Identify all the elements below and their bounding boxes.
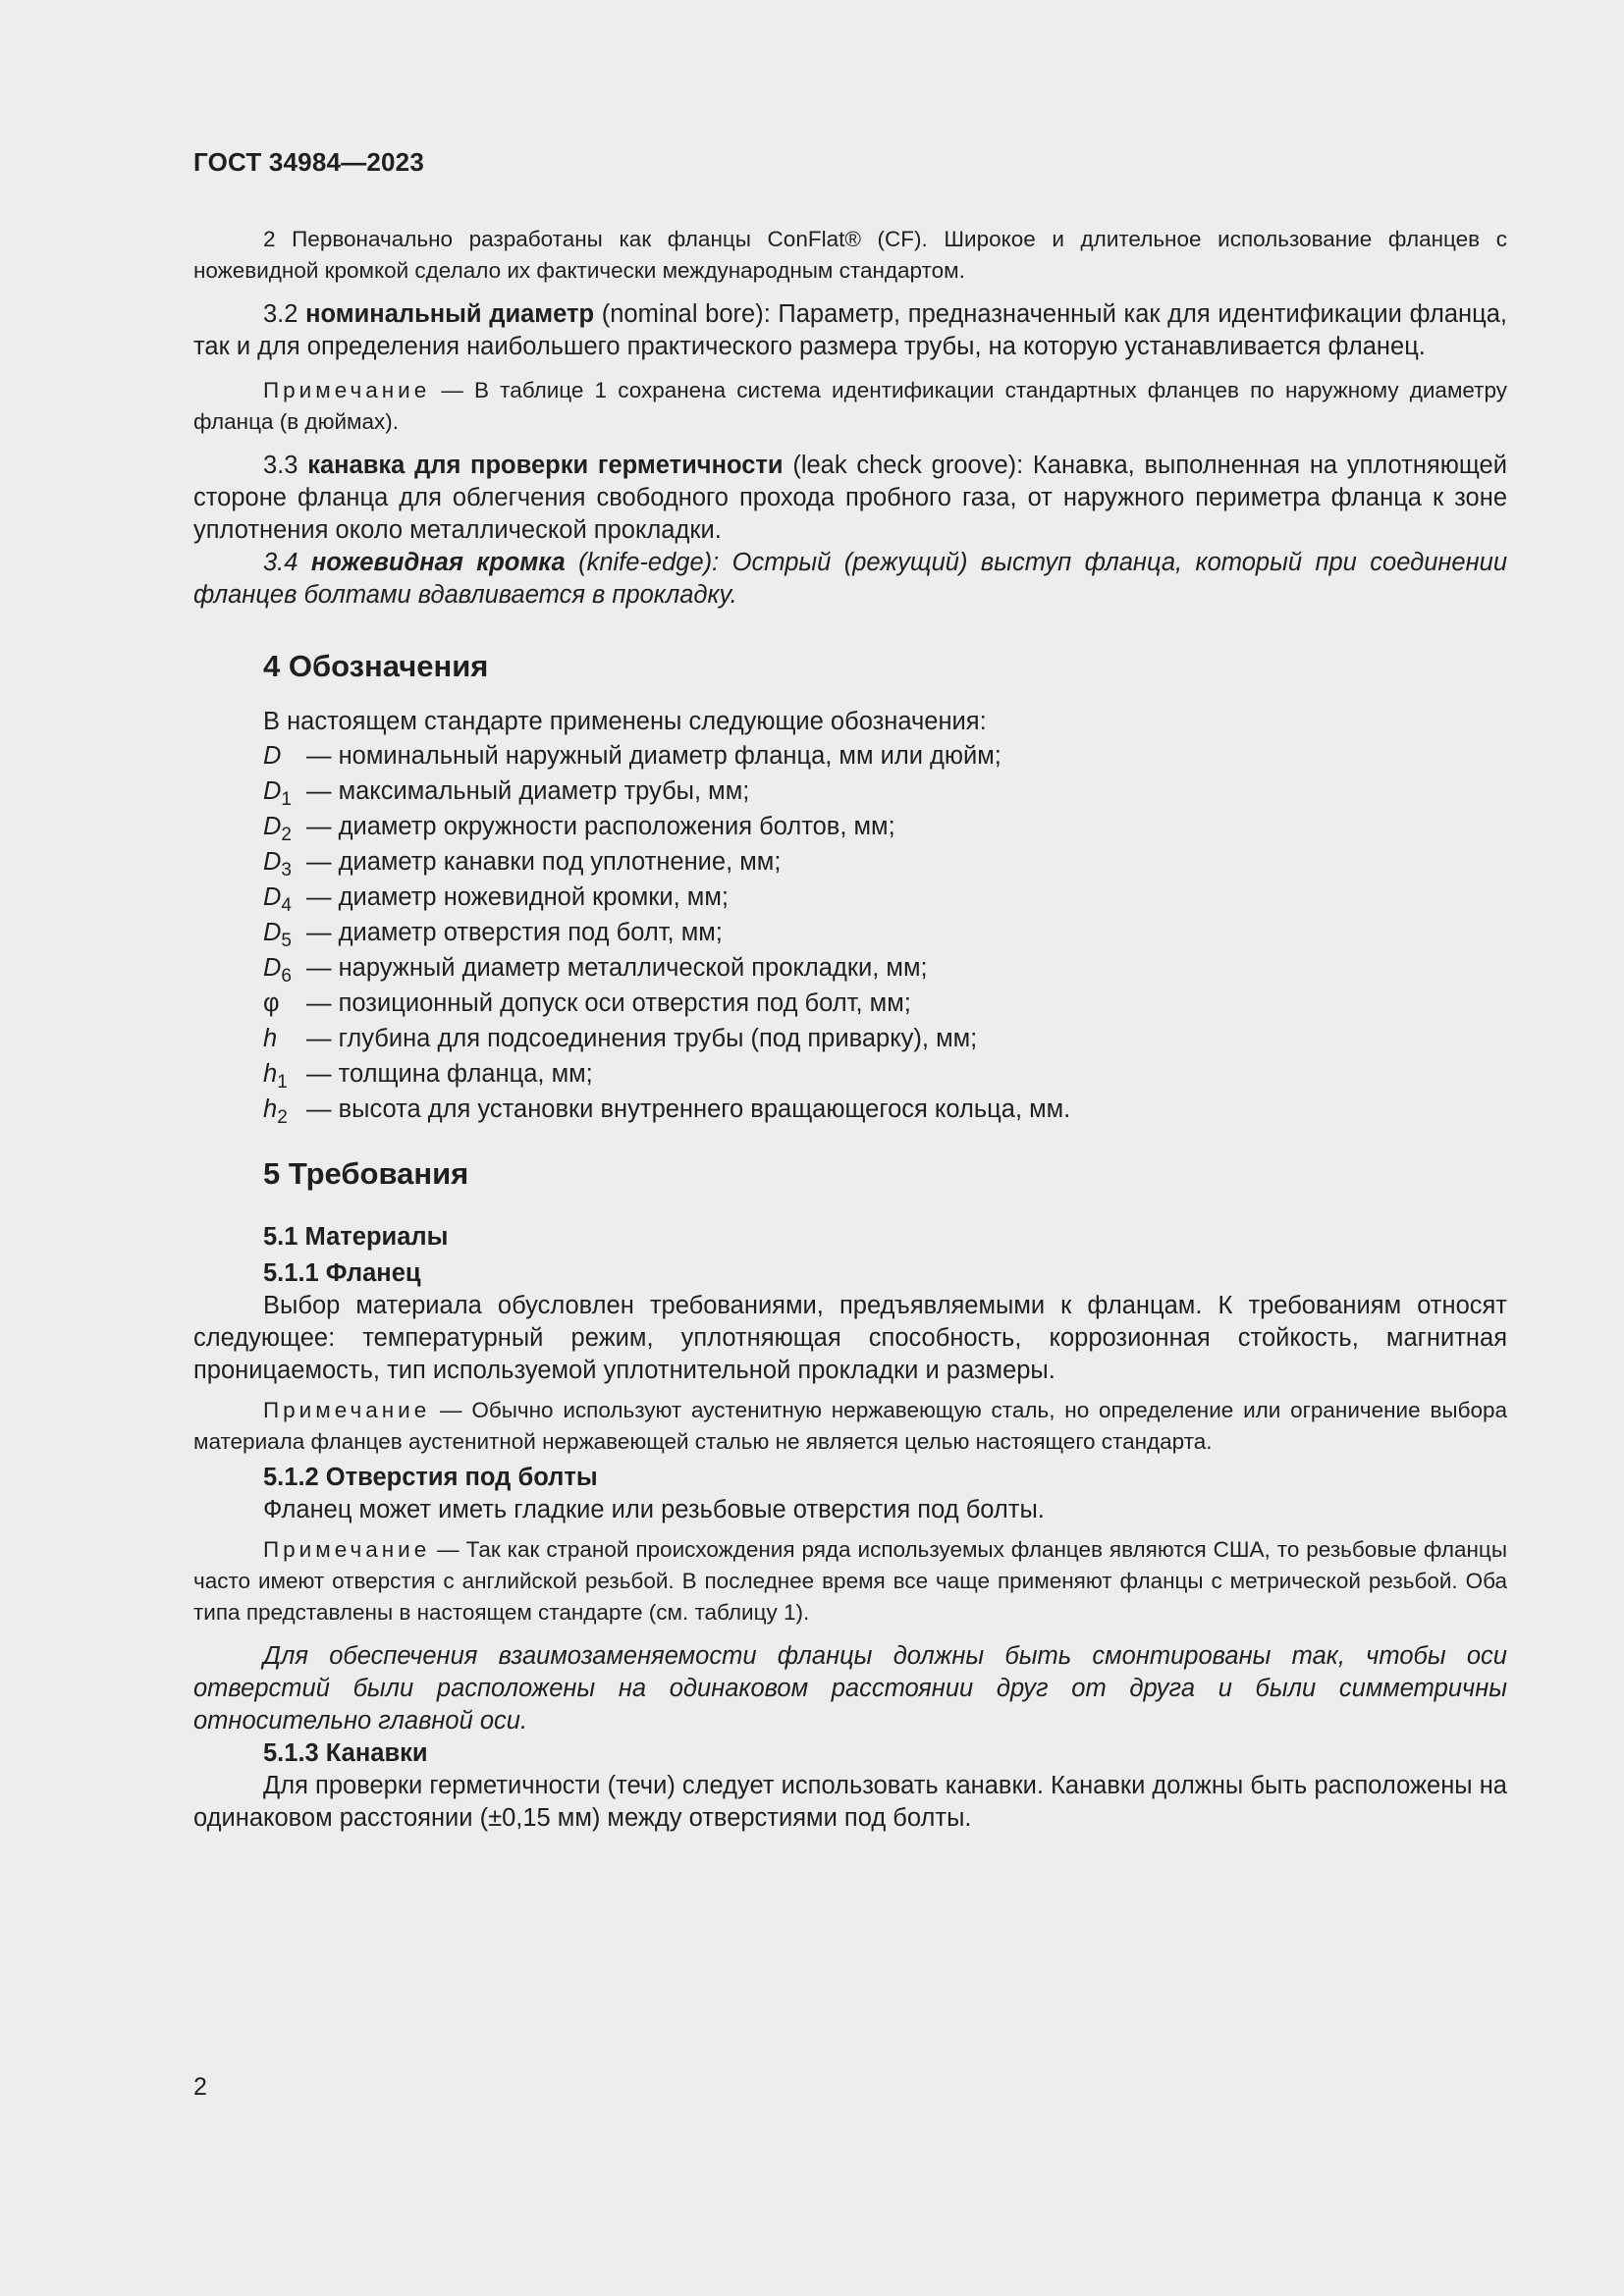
symbol-row: [263, 844, 1507, 880]
symbol-row: [263, 774, 1507, 809]
section-5-1-2-title: 5.1.2 Отверстия под болты: [263, 1464, 598, 1491]
note-label: Примечание: [263, 378, 431, 402]
term-definition: (leak check groove): Канавка, выполненная на уплотняющей стороне фланца для облегчения свободного прохода пробного газа, от наружного периметра фланца к зоне уплотнения около металлической прокладки.: [193, 452, 1507, 544]
symbol: $D_1$: [263, 777, 292, 810]
note-text: — Так как страной происхождения ряда используемых фланцев являются США, то резьбовые фланцы часто имеют отверстия с английской резьбой. В последнее время все чаще применяют фланцы с метрической резьбой. Оба типа представлены в настоящем стандарте (см. таблицу 1).: [193, 1537, 1507, 1625]
symbol-description: — наружный диаметр металлической прокладки, мм;: [306, 954, 928, 982]
symbol-description: — диаметр канавки под уплотнение, мм;: [306, 848, 782, 876]
document-content: [193, 224, 1507, 1835]
term-name: ножевидная кромка: [310, 549, 566, 576]
symbol-description: — толщина фланца, мм;: [306, 1060, 593, 1088]
symbol-description: — высота для установки внутреннего вращающегося кольца, мм.: [306, 1095, 1071, 1123]
note-2: 2 Первоначально разработаны как фланцы ConFlat® (CF). Широкое и длительное использование фланцев с ножевидной кромкой сделало их фактически международным стандартом.: [193, 227, 1507, 283]
symbol-row: [263, 1092, 1507, 1127]
symbol: $h_1$: [263, 1060, 288, 1093]
term-name: канавка для проверки герметичности: [307, 452, 784, 479]
note-text: — В таблице 1 сохранена система идентификации стандартных фланцев по наружному диаметру фланца (в дюймах).: [193, 378, 1507, 434]
term-3-4: [193, 547, 1507, 612]
symbol: $D_2$: [263, 813, 292, 845]
symbols-list: [263, 738, 1507, 1127]
symbol-description: — диаметр ножевидной кромки, мм;: [306, 883, 729, 911]
section-4-intro: В настоящем стандарте применены следующие обозначения:: [263, 708, 987, 735]
section-5-1-2-text: Фланец может иметь гладкие или резьбовые отверстия под болты.: [263, 1496, 1045, 1523]
symbol-description: — позиционный допуск оси отверстия под болт, мм;: [306, 989, 911, 1017]
note-label: Примечание: [263, 1537, 431, 1562]
term-definition: (knife-edge): Острый (режущий) выступ фланца, который при соединении фланцев болтами вдавливается в прокладку.: [193, 549, 1508, 609]
symbol-row: [263, 1056, 1507, 1092]
symbol-description: — максимальный диаметр трубы, мм;: [306, 777, 750, 805]
symbol-description: — диаметр окружности расположения болтов, мм;: [306, 813, 895, 840]
symbol-row: [263, 950, 1507, 986]
section-5-1-3-text: Для проверки герметичности (течи) следует использовать канавки. Канавки должны быть расположены на одинаковом расстоянии (±0,15 мм) между отверстиями под болты.: [193, 1772, 1507, 1832]
symbol-description: — глубина для подсоединения трубы (под приварку), мм;: [306, 1025, 978, 1052]
section-5-1-3-title: 5.1.3 Канавки: [263, 1739, 428, 1767]
page-number: 2: [193, 2073, 207, 2101]
term-3-3: [193, 450, 1507, 547]
symbol: h: [263, 1025, 278, 1052]
symbol-row: [263, 986, 1507, 1021]
section-5-1-2-italic: Для обеспечения взаимозаменяемости фланцы должны быть смонтированы так, чтобы оси отверстий были расположены на одинаковом расстоянии друг от друга и были симметричны относительно главной оси.: [193, 1642, 1507, 1735]
symbol-row: [263, 809, 1507, 844]
symbol: $h_2$: [263, 1095, 288, 1128]
note-3-2: [193, 375, 1507, 438]
symbol-description: — номинальный наружный диаметр фланца, мм или дюйм;: [306, 742, 1001, 770]
section-5-title: 5 Требования: [263, 1156, 469, 1191]
term-name: номинальный диаметр: [305, 300, 595, 328]
symbol-row: [263, 738, 1507, 774]
symbol-row: [263, 880, 1507, 915]
symbol: $D_3$: [263, 848, 292, 881]
section-5-1-1-title: 5.1.1 Фланец: [263, 1259, 421, 1287]
document-header: ГОСТ 34984—2023: [193, 147, 424, 177]
term-number: 3.3: [263, 452, 308, 479]
symbol: $D_6$: [263, 954, 292, 987]
symbol: φ: [263, 989, 280, 1017]
note-text: — Обычно используют аустенитную нержавеющую сталь, но определение или ограничение выбора материала фланцев аустенитной нержавеющей сталью не является целью настоящего стандарта.: [193, 1398, 1507, 1454]
term-definition: (nominal bore): Параметр, предназначенный как для идентификации фланца, так и для определения наибольшего практического размера трубы, на которую устанавливается фланец.: [193, 300, 1507, 360]
symbol: $D_4$: [263, 883, 292, 916]
note-label: Примечание: [263, 1398, 431, 1422]
section-5-1-1-note: [193, 1395, 1507, 1458]
symbol: $D_5$: [263, 919, 292, 951]
section-5-1-1-text: Выбор материала обусловлен требованиями, предъявляемыми к фланцам. К требованиям относят следующее: температурный режим, уплотняющая способность, коррозионная стойкость, магнитная проницаемость, тип используемой уплотнительной прокладки и размеры.: [193, 1292, 1507, 1384]
symbol-description: — диаметр отверстия под болт, мм;: [306, 919, 723, 946]
symbol-row: [263, 1021, 1507, 1056]
term-number: 3.2: [263, 300, 306, 328]
section-5-1-2-note: [193, 1534, 1507, 1629]
symbol: D: [263, 742, 282, 770]
term-3-2: [193, 298, 1507, 363]
symbol-row: [263, 915, 1507, 950]
section-5-1-title: 5.1 Материалы: [263, 1223, 449, 1251]
section-4-title: 4 Обозначения: [263, 649, 489, 683]
term-number: 3.4: [263, 549, 311, 576]
